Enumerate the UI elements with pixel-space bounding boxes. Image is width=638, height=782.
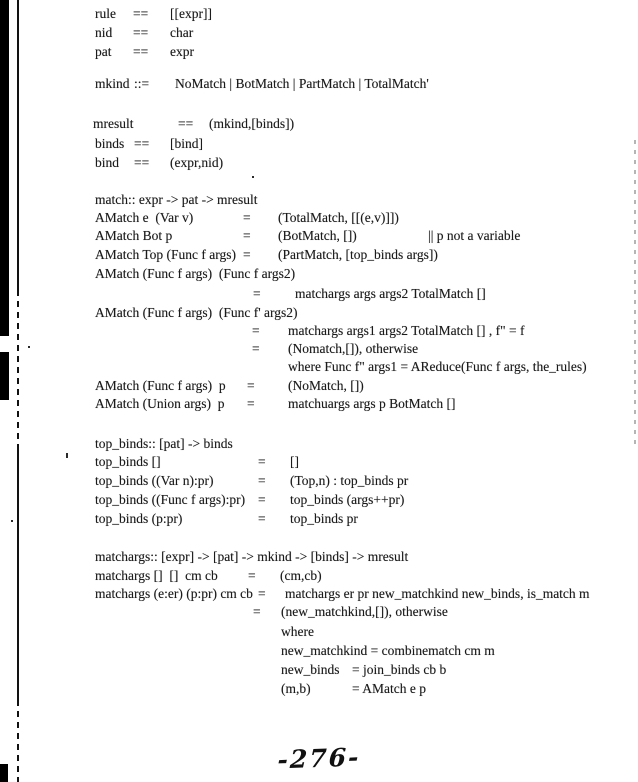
code-segment: (new_matchkind,[]), otherwise bbox=[281, 604, 448, 619]
code-segment: binds bbox=[95, 136, 125, 151]
code-segment: == bbox=[133, 6, 149, 21]
code-segment: = bbox=[258, 454, 266, 469]
code-segment: NoMatch | BotMatch | PartMatch | TotalMatch' bbox=[175, 76, 429, 91]
code-segment: == bbox=[133, 25, 149, 40]
code-segment: matchargs er pr new_matchkind new_binds, is_match m bbox=[285, 586, 590, 601]
code-segment: AMatch Bot p bbox=[95, 228, 173, 243]
code-segment: mkind bbox=[95, 76, 130, 91]
code-segment: where Func f" args1 = AReduce(Func f args, the_rules) bbox=[288, 359, 587, 374]
code-segment: [bind] bbox=[170, 136, 203, 151]
code-segment: == bbox=[133, 44, 149, 59]
code-segment: = AMatch e p bbox=[352, 681, 426, 696]
code-segment: = bbox=[243, 210, 251, 225]
code-segment: [[expr]] bbox=[170, 6, 212, 21]
page-number: -276- bbox=[277, 742, 361, 775]
code-segment: nid bbox=[95, 25, 113, 40]
code-segment: = bbox=[248, 568, 256, 583]
code-segment: new_matchkind = combinematch cm m bbox=[281, 643, 495, 658]
code-segment: matchargs (e:er) (p:pr) cm cb bbox=[95, 586, 253, 601]
code-line bbox=[0, 568, 638, 586]
code-segment: top_binds:: [pat] -> binds bbox=[95, 436, 233, 451]
code-segment: (mkind,[binds]) bbox=[209, 116, 295, 131]
code-segment: match:: expr -> pat -> mresult bbox=[95, 192, 258, 207]
code-line bbox=[0, 549, 638, 567]
code-segment: = bbox=[258, 492, 266, 507]
code-segment: == bbox=[178, 116, 194, 131]
code-segment: bind bbox=[95, 155, 120, 170]
code-segment: (PartMatch, [top_binds args]) bbox=[278, 247, 438, 262]
code-segment: AMatch (Func f args) p bbox=[95, 378, 226, 393]
code-segment: || p not a variable bbox=[428, 228, 521, 243]
code-line bbox=[0, 681, 638, 699]
code-line bbox=[0, 604, 638, 622]
code-segment: = bbox=[243, 228, 251, 243]
code-segment: = bbox=[258, 586, 266, 601]
code-line bbox=[0, 662, 638, 680]
code-segment: AMatch (Func f args) (Func f' args2) bbox=[95, 305, 298, 320]
code-segment: char bbox=[170, 25, 194, 40]
code-segment: = bbox=[252, 323, 260, 338]
code-segment: new_binds bbox=[281, 662, 340, 677]
code-segment: top_binds pr bbox=[290, 511, 358, 526]
code-segment: = join_binds cb b bbox=[352, 662, 447, 677]
code-segment: top_binds ((Var n):pr) bbox=[95, 473, 214, 488]
code-segment: (BotMatch, []) bbox=[278, 228, 357, 243]
code-segment: = bbox=[258, 511, 266, 526]
code-segment: top_binds [] bbox=[95, 454, 161, 469]
code-segment: (Nomatch,[]), otherwise bbox=[288, 341, 419, 356]
code-segment: = bbox=[253, 286, 261, 301]
code-segment: top_binds ((Func f args):pr) bbox=[95, 492, 246, 507]
code-segment: AMatch (Func f args) (Func f args2) bbox=[95, 266, 296, 281]
code-segment: pat bbox=[95, 44, 112, 59]
code-segment: (expr,nid) bbox=[170, 155, 224, 170]
code-segment: matchargs:: [expr] -> [pat] -> mkind -> [binds] -> mresult bbox=[95, 549, 409, 564]
code-segment: matchargs [] [] cm cb bbox=[95, 568, 218, 583]
code-segment: (Top,n) : top_binds pr bbox=[290, 473, 409, 488]
code-segment: AMatch Top (Func f args) bbox=[95, 247, 237, 262]
code-segment: = bbox=[247, 396, 255, 411]
code-segment: = bbox=[253, 604, 261, 619]
code-segment: (NoMatch, []) bbox=[288, 378, 364, 393]
code-segment: top_binds (p:pr) bbox=[95, 511, 183, 526]
code-segment: rule bbox=[95, 6, 116, 21]
code-segment: == bbox=[134, 136, 150, 151]
code-segment: (TotalMatch, [[(e,v)]]) bbox=[278, 210, 399, 225]
code-segment: AMatch (Union args) p bbox=[95, 396, 225, 411]
code-segment: (m,b) bbox=[281, 681, 311, 696]
code-segment: matchuargs args p BotMatch [] bbox=[288, 396, 456, 411]
code-line bbox=[0, 643, 638, 661]
code-segment: [] bbox=[290, 454, 299, 469]
code-segment: matchargs args args2 TotalMatch [] bbox=[295, 286, 486, 301]
code-line bbox=[0, 624, 638, 642]
code-segment: = bbox=[247, 378, 255, 393]
code-segment: top_binds (args++pr) bbox=[290, 492, 405, 507]
code-segment: = bbox=[243, 247, 251, 262]
code-segment: (cm,cb) bbox=[280, 568, 322, 583]
code-segment: ::= bbox=[134, 76, 150, 91]
code-segment: == bbox=[134, 155, 150, 170]
code-segment: matchargs args1 args2 TotalMatch [] , f" = f bbox=[288, 323, 525, 338]
code-segment: AMatch e (Var v) bbox=[95, 210, 194, 225]
code-segment: where bbox=[281, 624, 314, 639]
code-segment: expr bbox=[170, 44, 194, 59]
code-line bbox=[0, 586, 638, 604]
code-segment: = bbox=[252, 341, 260, 356]
code-segment: = bbox=[258, 473, 266, 488]
code-segment: mresult bbox=[93, 116, 134, 131]
